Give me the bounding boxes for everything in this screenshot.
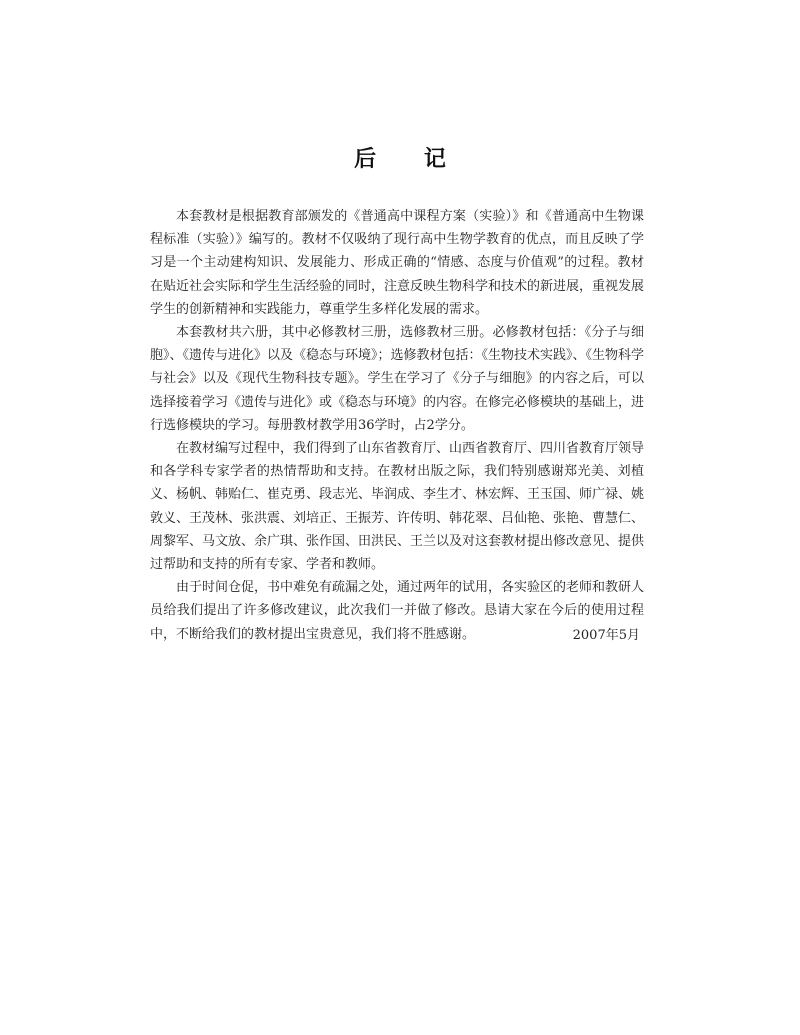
paragraph-4: 由于时间仓促，书中难免有疏漏之处，通过两年的试用，各实验区的老师和教研人员给我们提出了许多修改建议，此次我们一并做了修改。恳请大家在今后的使用过程中，不断给我们的教材提出宝贵意见，我们将不胜感谢。: [150, 580, 645, 642]
body-text: [150, 205, 644, 646]
date-signature: 2007年5月: [572, 628, 640, 643]
paragraph-1: 本套教材是根据教育部颁发的《普通高中课程方案（实验）》和《普通高中生物课程标准（实验）》编写的。教材不仅吸纳了现行高中生物学教育的优点，而且反映了学习是一个主动建构知识、发展能力、形成正确的“情感、态度与价值观”的过程。教材在贴近社会实际和学生生活经验的同时，注意反映生物科学和技术的新进展，重视发展学生的创新精神和实践能力，尊重学生多样化发展的需求。: [150, 209, 645, 317]
paragraph-3: 在教材编写过程中，我们得到了山东省教育厅、山西省教育厅、四川省教育厅领导和各学科专家学者的热情帮助和支持。在教材出版之际，我们特别感谢郑光美、刘植义、杨帆、韩贻仁、崔克勇、段志光、毕润成、李生才、林宏辉、王玉国、师广禄、姚敦义、王茂林、张洪震、刘培正、王振芳、许传明、韩花翠、吕仙艳、张艳、曹慧仁、周黎军、马文放、余广琪、张作国、田洪民、王兰以及对这套教材提出修改意见、提供过帮助和支持的所有专家、学者和教师。: [150, 441, 645, 573]
paragraph-2: 本套教材共六册，其中必修教材三册，选修教材三册。必修教材包括：《分子与细胞》、《遗传与进化》以及《稳态与环境》；选修教材包括：《生物技术实践》、《生物科学与社会》以及《现代生物科技专题》。学生在学习了《分子与细胞》的内容之后，可以选择接着学习《遗传与进化》或《稳态与环境》的内容。在修完必修模块的基础上，进行选修模块的学习。每册教材教学用36学时，占2学分。: [150, 325, 645, 433]
page-title: 后 记: [354, 147, 466, 172]
